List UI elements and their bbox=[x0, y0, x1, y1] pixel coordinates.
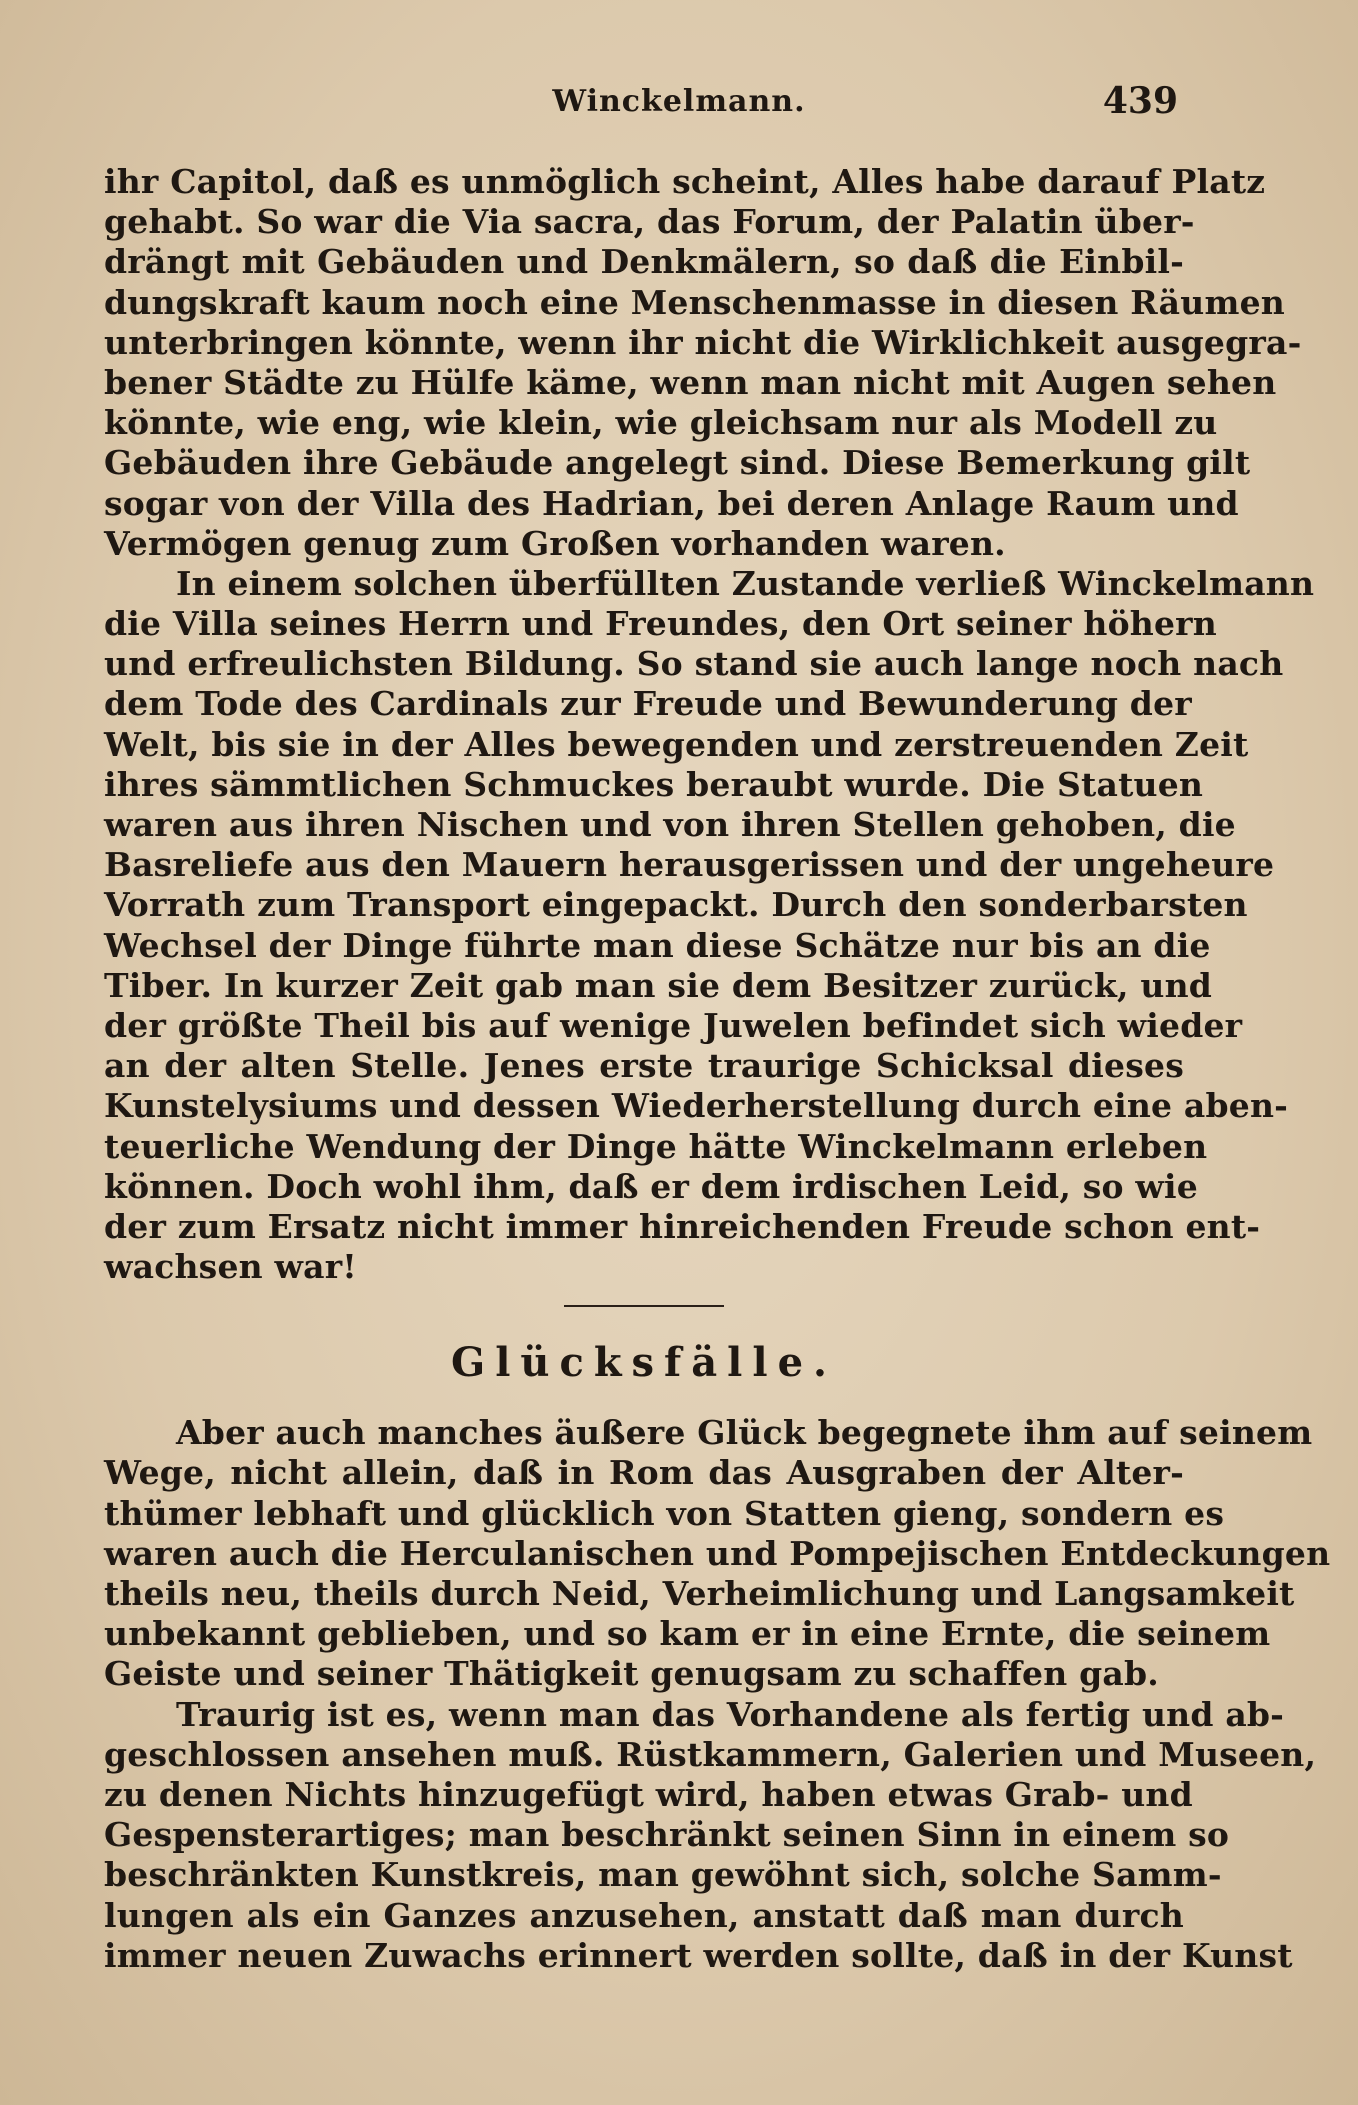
page-number: 439 bbox=[1102, 80, 1178, 122]
text-line: bener Städte zu Hülfe käme, wenn man nicht mit Augen sehen bbox=[104, 362, 1277, 402]
text-line: Tiber. In kurzer Zeit gab man sie dem Besitzer zurück, und bbox=[104, 965, 1213, 1005]
text-line: wachsen war! bbox=[104, 1247, 357, 1287]
paragraph-3 bbox=[104, 1413, 1331, 1694]
text-line: waren aus ihren Nischen und von ihren Stellen gehoben, die bbox=[104, 805, 1236, 844]
text-line: Gespensterartiges; man beschränkt seinen Sinn in einem so bbox=[104, 1815, 1230, 1855]
paragraph-4 bbox=[104, 1694, 1317, 1976]
text-line: Vorrath zum Transport eingepackt. Durch den sonderbarsten bbox=[104, 885, 1248, 925]
text-line: drängt mit Gebäuden und Denkmälern, so daß die Einbil- bbox=[104, 242, 1184, 282]
text-line: geschlossen ansehen muß. Rüstkammern, Galerien und Museen, bbox=[104, 1734, 1317, 1774]
text-line: unbekannt geblieben, und so kam er in eine Ernte, die seinem bbox=[104, 1614, 1271, 1654]
text-line: die Villa seines Herrn und Freundes, den Ort seiner höhern bbox=[104, 604, 1217, 644]
text-line: und erfreulichsten Bildung. So stand sie auch lange noch nach bbox=[104, 644, 1284, 684]
text-line: waren auch die Herculanischen und Pompejischen Entdeckungen bbox=[104, 1533, 1331, 1573]
text-line: dem Tode des Cardinals zur Freude und Bewunderung der bbox=[104, 684, 1192, 724]
text-line: thümer lebhaft und glücklich von Statten gieng, sondern es bbox=[104, 1493, 1225, 1533]
text-line: Geiste und seiner Thätigkeit genugsam zu schaffen gab. bbox=[104, 1654, 1159, 1694]
text-line: Gebäuden ihre Gebäude angelegt sind. Diese Bemerkung gilt bbox=[104, 443, 1251, 483]
text-line: Wechsel der Dinge führte man diese Schätze nur bis an die bbox=[104, 925, 1211, 965]
text-line: Vermögen genug zum Großen vorhanden waren. bbox=[104, 523, 1006, 563]
text-line: immer neuen Zuwachs erinnert werden sollte, daß in der Kunst bbox=[104, 1935, 1293, 1975]
text-line: sogar von der Villa des Hadrian, bei deren Anlage Raum und bbox=[104, 483, 1239, 523]
text-line: ihr Capitol, daß es unmöglich scheint, Alles habe darauf Platz bbox=[104, 162, 1266, 201]
text-line: Welt, bis sie in der Alles bewegenden und zerstreuenden Zeit bbox=[104, 724, 1249, 764]
text-line: Wege, nicht allein, daß in Rom das Ausgraben der Alter- bbox=[104, 1453, 1184, 1493]
text-line: dungskraft kaum noch eine Menschenmasse in diesen Räumen bbox=[104, 282, 1285, 322]
section-divider bbox=[564, 1305, 724, 1307]
text-line: Traurig ist es, wenn man das Vorhandene als fertig und ab- bbox=[176, 1694, 1285, 1734]
text-line: der zum Ersatz nicht immer hinreichenden Freude schon ent- bbox=[104, 1206, 1261, 1246]
text-line: zu denen Nichts hinzugefügt wird, haben etwas Grab- und bbox=[104, 1774, 1193, 1814]
text-line: Basreliefe aus den Mauern herausgerissen und der ungeheure bbox=[104, 845, 1275, 885]
text-line: an der alten Stelle. Jenes erste traurige Schicksal dieses bbox=[104, 1046, 1184, 1086]
text-line: ihres sämmtlichen Schmuckes beraubt wurde. Die Statuen bbox=[104, 764, 1204, 804]
text-line: gehabt. So war die Via sacra, das Forum, der Palatin über- bbox=[104, 202, 1195, 242]
section-heading: Glücksfälle. bbox=[451, 1339, 837, 1387]
text-line: Aber auch manches äußere Glück begegnete ihm auf seinem bbox=[176, 1413, 1313, 1453]
text-line: können. Doch wohl ihm, daß er dem irdischen Leid, so wie bbox=[104, 1166, 1198, 1206]
text-line: könnte, wie eng, wie klein, wie gleichsam nur als Modell zu bbox=[104, 403, 1218, 443]
paragraph-1 bbox=[104, 162, 1302, 564]
text-line: unterbringen könnte, wenn ihr nicht die Wirklichkeit ausgegra- bbox=[104, 322, 1302, 362]
text-line: teuerliche Wendung der Dinge hätte Winckelmann erleben bbox=[104, 1126, 1208, 1166]
running-title: Winckelmann. bbox=[552, 84, 806, 119]
text-line: lungen als ein Ganzes anzusehen, anstatt daß man durch bbox=[104, 1895, 1184, 1935]
text-line: Kunstelysiums und dessen Wiederherstellung durch eine aben- bbox=[104, 1086, 1289, 1126]
page-body bbox=[104, 162, 1331, 1976]
text-line: der größte Theil bis auf wenige Juwelen befindet sich wieder bbox=[104, 1005, 1243, 1045]
text-line: beschränkten Kunstkreis, man gewöhnt sich, solche Samm- bbox=[104, 1855, 1222, 1895]
text-line: theils neu, theils durch Neid, Verheimlichung und Langsamkeit bbox=[104, 1574, 1295, 1613]
running-head bbox=[0, 80, 1358, 128]
paragraph-2 bbox=[104, 563, 1315, 1287]
text-line: In einem solchen überfüllten Zustande verließ Winckelmann bbox=[176, 563, 1315, 603]
